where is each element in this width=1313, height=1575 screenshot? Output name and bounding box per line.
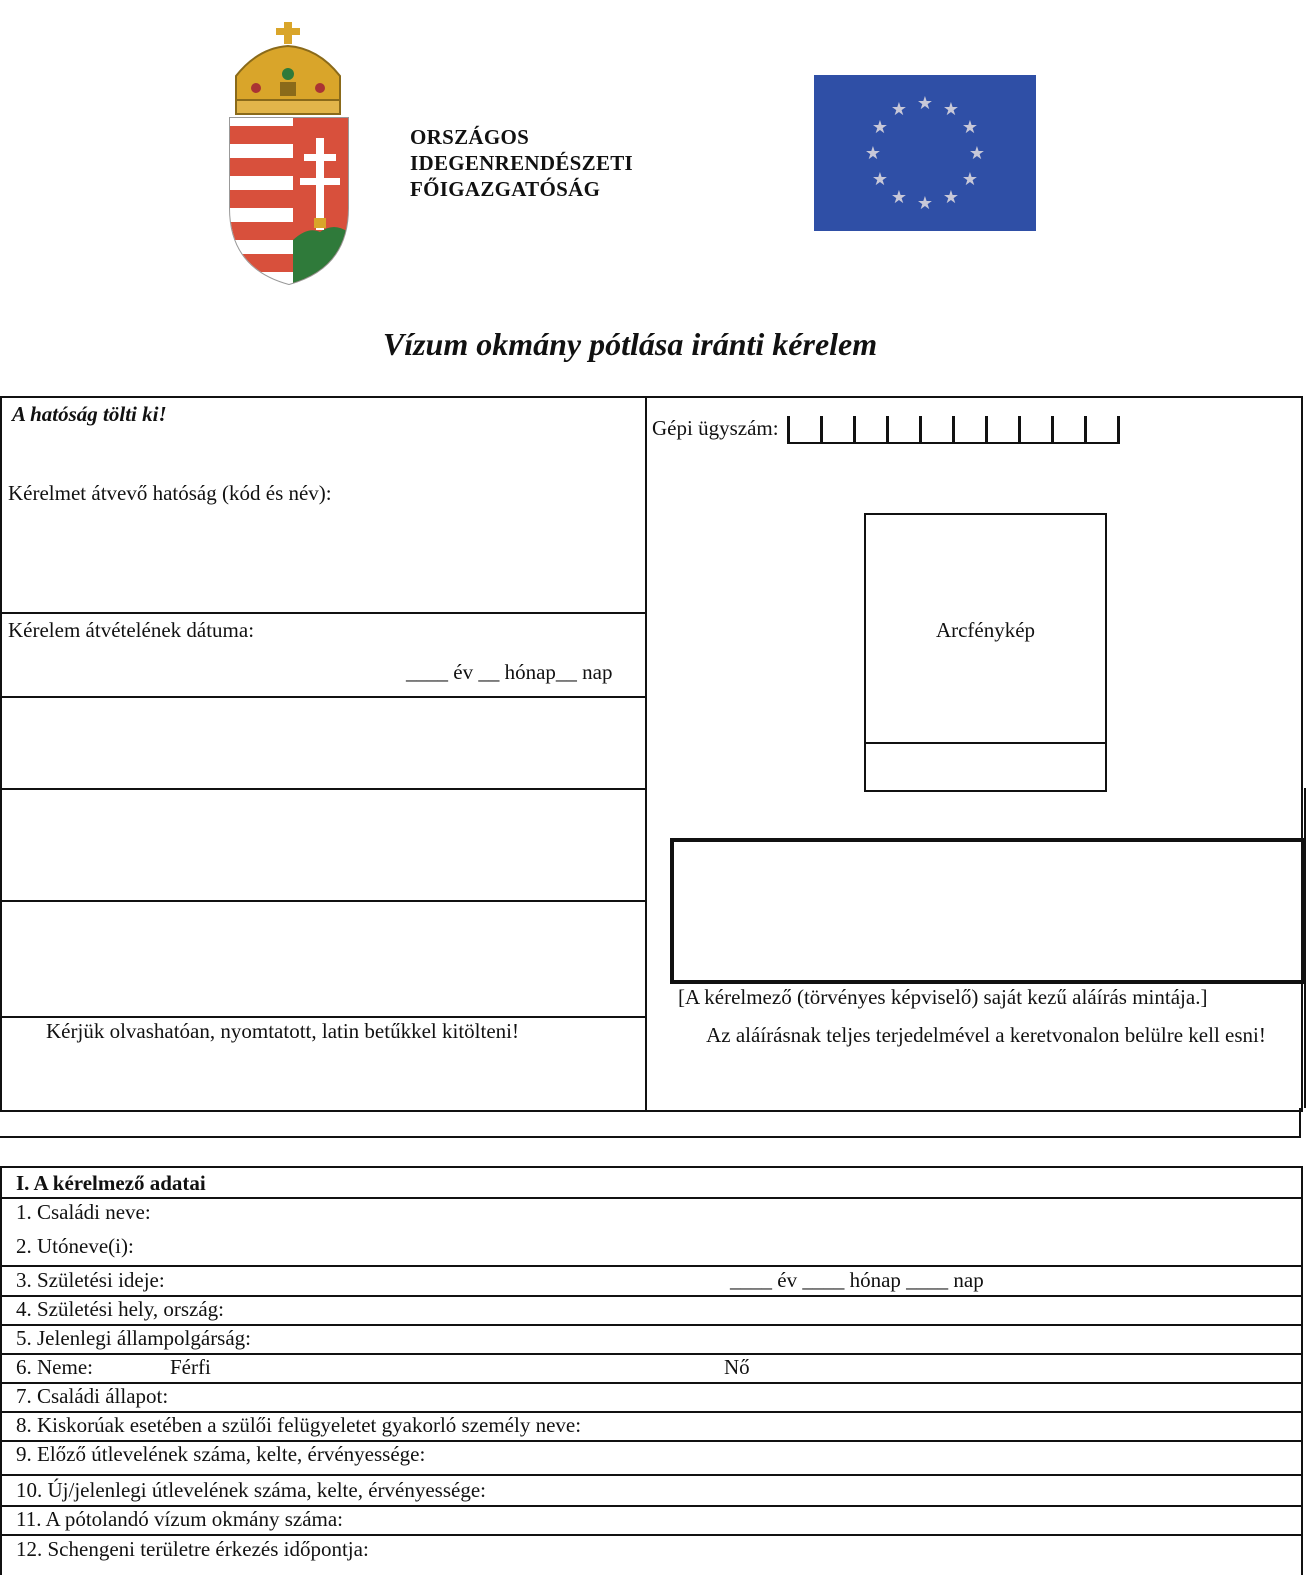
fill-instruction: Kérjük olvashatóan, nyomtatott, latin betűkkel kitölteni! — [46, 1019, 519, 1043]
birth-date-pattern: ____ év ____ hónap ____ nap — [730, 1268, 984, 1292]
case-number-boxes — [787, 412, 1120, 444]
divider-line — [0, 788, 646, 790]
section-heading: I. A kérelmező adatai — [16, 1171, 206, 1195]
receipt-date-pattern: ____ év __ hónap__ nap — [406, 660, 613, 684]
svg-text:★: ★ — [942, 99, 960, 119]
separator-strip — [0, 1108, 1301, 1138]
divider-line — [0, 900, 646, 902]
svg-text:★: ★ — [961, 117, 979, 137]
column-divider — [645, 396, 647, 1110]
row-line — [0, 1474, 1302, 1476]
svg-text:★: ★ — [871, 117, 889, 137]
row-line — [0, 1265, 1302, 1267]
photo-box[interactable] — [864, 513, 1107, 792]
divider-line — [0, 1016, 646, 1018]
form-title: Vízum okmány pótlása iránti kérelem — [382, 326, 878, 362]
row-guardian-name[interactable]: 8. Kiskorúak esetében a szülői felügyeletet gyakorló személy neve: — [16, 1413, 582, 1437]
sex-option-female[interactable]: Nő — [724, 1355, 750, 1379]
organization-name — [410, 124, 633, 202]
photo-box-divider — [864, 742, 1105, 744]
org-line-2: IDEGENRENDÉSZETI — [410, 151, 634, 175]
org-line-3: FŐIGAZGATÓSÁG — [410, 177, 601, 201]
photo-label: Arcfénykép — [935, 618, 1036, 642]
coat-of-arms-icon — [218, 18, 360, 286]
row-schengen-arrival[interactable]: 12. Schengeni területre érkezés időpontja: — [16, 1537, 369, 1561]
row-previous-passport[interactable]: 9. Előző útlevelének száma, kelte, érvényessége: — [16, 1442, 426, 1466]
row-citizenship[interactable]: 5. Jelenlegi állampolgárság: — [16, 1326, 252, 1350]
row-line — [0, 1382, 1302, 1384]
row-given-names[interactable]: 2. Utóneve(i): — [16, 1234, 134, 1258]
row-line — [0, 1534, 1302, 1536]
row-sex: 6. Neme: — [16, 1355, 93, 1379]
svg-text:★: ★ — [968, 143, 986, 163]
signature-caption: [A kérelmező (törvényes képviselő) saját kezű aláírás mintája.] — [678, 985, 1208, 1009]
case-number-field[interactable] — [652, 412, 1120, 444]
divider-line — [0, 612, 646, 614]
svg-text:★: ★ — [916, 193, 934, 213]
svg-text:★: ★ — [890, 187, 908, 207]
receiving-authority-label: Kérelmet átvevő hatóság (kód és név): — [8, 481, 332, 505]
svg-text:★: ★ — [871, 169, 889, 189]
row-visa-document-number[interactable]: 11. A pótolandó vízum okmány száma: — [16, 1507, 344, 1531]
row-birth-date[interactable]: 3. Születési ideje: — [16, 1268, 165, 1292]
sex-option-male[interactable]: Férfi — [170, 1355, 211, 1379]
svg-text:★: ★ — [942, 187, 960, 207]
signature-note: Az aláírásnak teljes terjedelmével a keretvonalon belülre kell esni! — [706, 1023, 1266, 1047]
divider-line — [0, 696, 646, 698]
authority-heading: A hatóság tölti ki! — [12, 402, 167, 426]
row-birth-place[interactable]: 4. Születési hely, ország: — [16, 1297, 225, 1321]
svg-text:★: ★ — [961, 169, 979, 189]
svg-text:★: ★ — [916, 93, 934, 113]
row-current-passport[interactable]: 10. Új/jelenlegi útlevelének száma, kelte, érvényessége: — [16, 1478, 486, 1502]
org-line-1: ORSZÁGOS — [410, 125, 530, 149]
row-family-name[interactable]: 1. Családi neve: — [16, 1200, 151, 1224]
row-marital-status[interactable]: 7. Családi állapot: — [16, 1384, 169, 1408]
eu-flag-icon — [814, 75, 1036, 231]
signature-box[interactable] — [670, 838, 1306, 984]
row-line — [0, 1197, 1302, 1199]
receipt-date-label: Kérelem átvételének dátuma: — [8, 618, 255, 642]
case-number-label: Gépi ügyszám: — [652, 415, 779, 440]
svg-text:★: ★ — [864, 143, 882, 163]
svg-text:★: ★ — [890, 99, 908, 119]
